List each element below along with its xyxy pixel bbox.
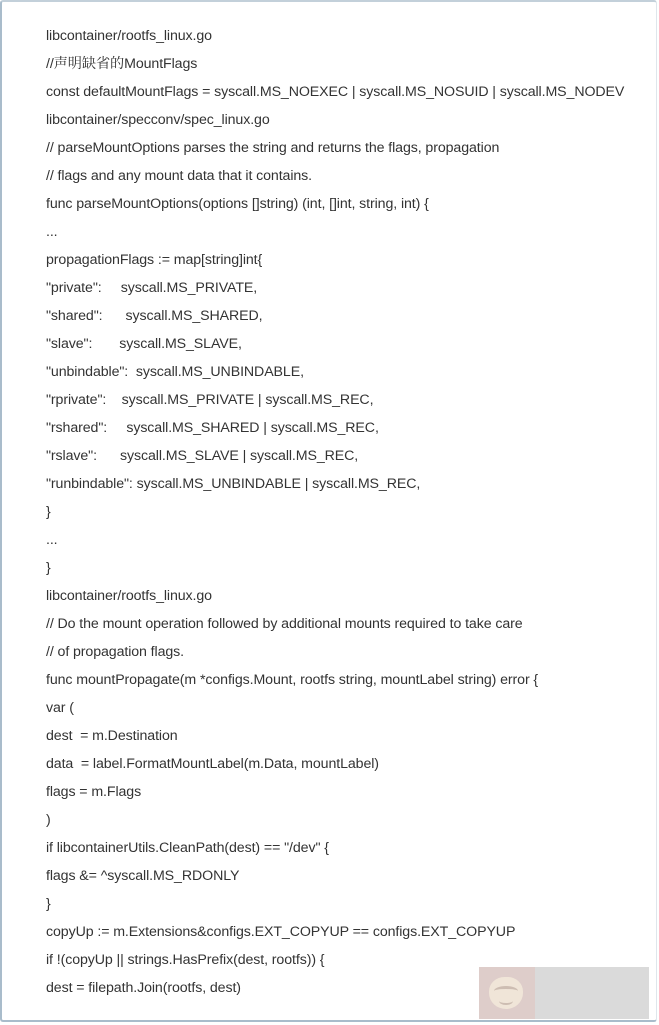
code-line: "rshared": syscall.MS_SHARED | syscall.MS_REC, [46,420,379,436]
code-line: } [46,896,51,912]
code-line-comment: // Do the mount operation followed by additional mounts required to take care [46,616,523,632]
code-line-file-header: libcontainer/specconv/spec_linux.go [46,112,270,128]
code-line: } [46,504,51,520]
code-line-file-header: libcontainer/rootfs_linux.go [46,588,212,604]
code-line: ... [46,224,58,240]
code-line: "rslave": syscall.MS_SLAVE | syscall.MS_REC, [46,448,359,464]
code-line-comment: // parseMountOptions parses the string and returns the flags, propagation [46,140,500,156]
code-line: flags = m.Flags [46,784,142,800]
code-line-comment: // flags and any mount data that it contains. [46,168,313,184]
code-line: "unbindable": syscall.MS_UNBINDABLE, [46,364,304,380]
code-listing [46,22,656,1002]
watermark-badge [479,967,649,1019]
monkey-sunglasses-icon [479,967,535,1019]
code-line: func mountPropagate(m *configs.Mount, rootfs string, mountLabel string) error { [46,672,539,688]
code-line: const defaultMountFlags = syscall.MS_NOEXEC | syscall.MS_NOSUID | syscall.MS_NODEV [46,84,625,100]
code-line: "rprivate": syscall.MS_PRIVATE | syscall.MS_REC, [46,392,374,408]
code-line: copyUp := m.Extensions&configs.EXT_COPYUP == configs.EXT_COPYUP [46,924,516,940]
code-line: propagationFlags := map[string]int{ [46,252,263,268]
code-line-file-header: libcontainer/rootfs_linux.go [46,28,212,44]
code-line: "runbindable": syscall.MS_UNBINDABLE | syscall.MS_REC, [46,476,421,492]
code-line: "slave": syscall.MS_SLAVE, [46,336,242,352]
code-line: if libcontainerUtils.CleanPath(dest) == "/dev" { [46,840,329,856]
code-line: ... [46,532,58,548]
code-line: data = label.FormatMountLabel(m.Data, mountLabel) [46,756,379,772]
code-line: var ( [46,700,74,716]
code-line-comment: //声明缺省的MountFlags [46,56,198,72]
code-line: flags &= ^syscall.MS_RDONLY [46,868,240,884]
code-line: ) [46,812,51,828]
code-line: "shared": syscall.MS_SHARED, [46,308,263,324]
code-line: func parseMountOptions(options []string) (int, []int, string, int) { [46,196,429,212]
code-line: "private": syscall.MS_PRIVATE, [46,280,258,296]
code-line: if !(copyUp || strings.HasPrefix(dest, rootfs)) { [46,952,325,968]
code-line: } [46,560,51,576]
code-line: dest = filepath.Join(rootfs, dest) [46,980,241,996]
code-line: dest = m.Destination [46,728,178,744]
code-line-comment: // of propagation flags. [46,644,184,660]
